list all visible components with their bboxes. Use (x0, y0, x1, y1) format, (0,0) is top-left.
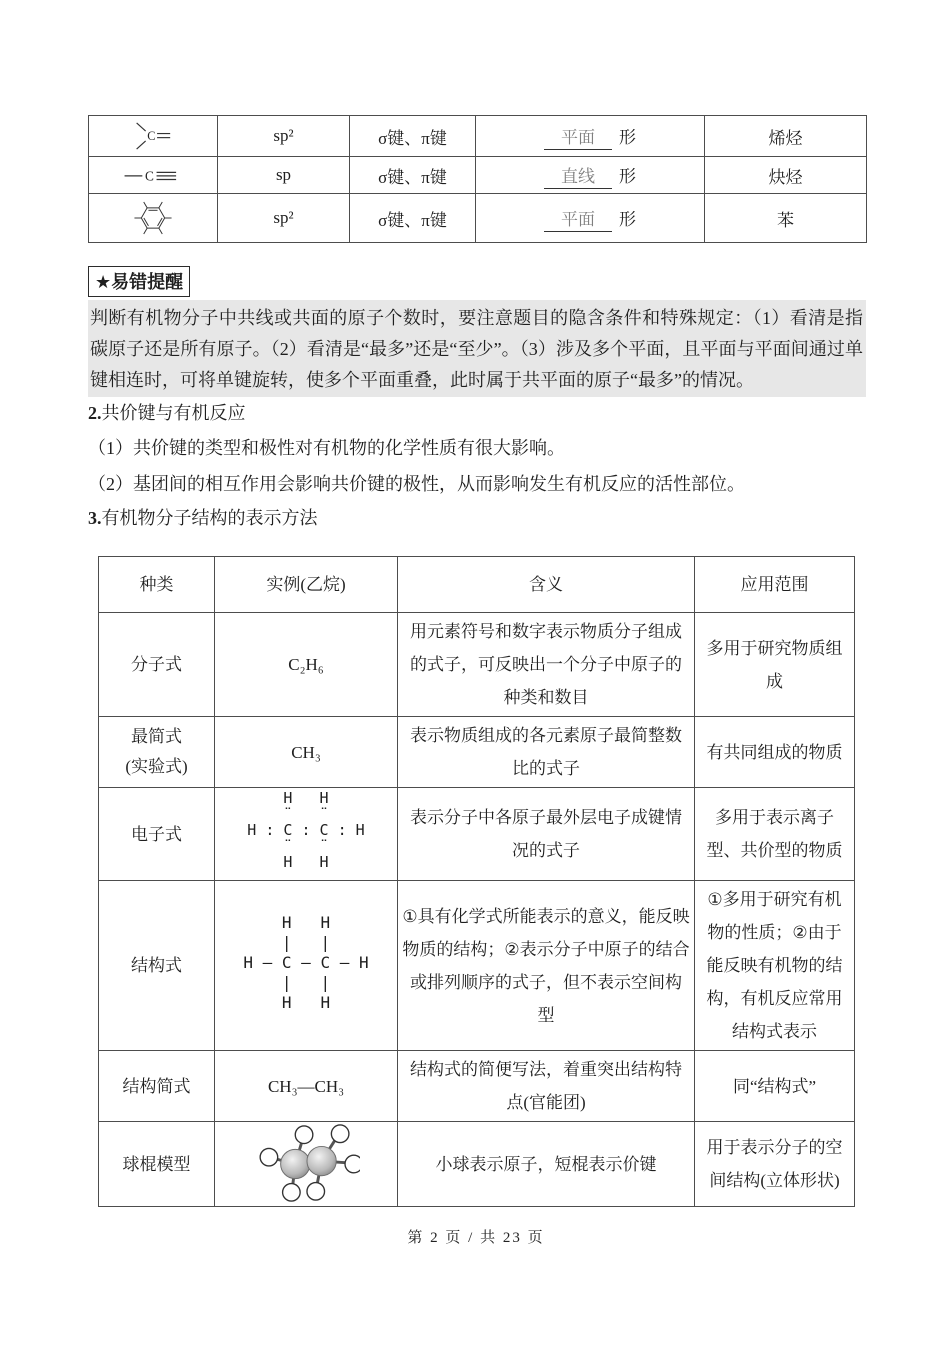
header-kind: 种类 (99, 557, 215, 613)
hybridization-cell: sp² (218, 194, 350, 243)
section-2-item-1: （1）共价键的类型和极性对有机物的化学性质有很大影响。 (88, 438, 565, 458)
substance-cell: 烯烃 (705, 116, 867, 157)
page-number-footer: 第 2 页 / 共 23 页 (407, 1230, 545, 1246)
alkene-fragment-icon (126, 118, 180, 154)
hybridization-cell: sp (218, 157, 350, 194)
electron-dot-formula: H H ¨ ¨ H : C : C : H ¨ ¨ H H (247, 789, 365, 871)
bond-types-cell: σ键、π键 (350, 157, 476, 194)
section-title: 有机物分子结构的表示方法 (101, 508, 318, 528)
substance-cell: 苯 (705, 194, 867, 243)
example-cell: C₂H₆ (215, 613, 398, 717)
shape-suffix: 形 (619, 209, 636, 229)
blank-answer: 平面 (561, 209, 595, 229)
example-cell: CH₃—CH₃ (215, 1051, 398, 1122)
kind-line-2: (实验式) (125, 757, 188, 776)
ball-and-stick-model-icon (252, 1124, 360, 1204)
table-row-condensed-formula (99, 1051, 855, 1122)
structure-cell (89, 157, 218, 194)
application-cell: 有共同组成的物质 (695, 717, 855, 788)
kind-cell: 结构简式 (99, 1051, 215, 1122)
section-2-heading (88, 399, 246, 425)
example-cell (215, 788, 398, 881)
section-number: 3. (88, 508, 102, 528)
table-row-empirical-formula (99, 717, 855, 788)
structure-cell (89, 194, 218, 243)
meaning-cell: ①具有化学式所能表示的意义，能反映物质的结构；②表示分子中原子的结合或排列顺序的式子，但不表示空间构型 (398, 881, 695, 1051)
error-reminder-text: 判断有机物分子中共线或共面的原子个数时，要注意题目的隐含条件和特殊规定：（1）看清是指碳原子还是所有原子。（2）看清是“最多”还是“至少”。（3）涉及多个平面，且平面与平面间通过单键相连时，可将单键旋转，使多个平面重叠，此时属于共平面的原子“最多”的情况。 (88, 300, 866, 397)
table-header-row (99, 557, 855, 613)
benzene-ring-icon (130, 196, 176, 240)
application-cell: ①多用于研究有机物的性质；②由于能反映有机物的结构，有机反应常用结构式表示 (695, 881, 855, 1051)
blank-answer: 直线 (561, 166, 595, 186)
kind-cell (99, 717, 215, 788)
table-row-structural-formula (99, 881, 855, 1051)
application-cell: 多用于研究物质组成 (695, 613, 855, 717)
kind-line-1: 最简式 (131, 727, 182, 746)
meaning-cell: 用元素符号和数字表示物质分子组成的式子，可反映出一个分子中原子的种类和数目 (398, 613, 695, 717)
shape-cell (476, 194, 705, 243)
structure-cell (89, 116, 218, 157)
meaning-cell: 小球表示原子，短棍表示价键 (398, 1122, 695, 1207)
application-cell: 用于表示分子的空间结构(立体形状) (695, 1122, 855, 1207)
section-2-item-2: （2）基团间的相互作用会影响共价键的极性，从而影响发生有机反应的活性部位。 (88, 474, 745, 494)
kind-cell: 球棍模型 (99, 1122, 215, 1207)
carbon-label: C (147, 129, 156, 144)
application-cell: 多用于表示离子型、共价型的物质 (695, 788, 855, 881)
section-3-heading (88, 504, 318, 530)
table-row-molecular-formula (99, 613, 855, 717)
application-cell: 同“结构式” (695, 1051, 855, 1122)
header-example: 实例(乙烷) (215, 557, 398, 613)
section-number: 2. (88, 403, 102, 423)
bond-types-cell: σ键、π键 (350, 194, 476, 243)
kind-cell: 电子式 (99, 788, 215, 881)
table-row-ball-stick-model (99, 1122, 855, 1207)
hybridization-row (89, 157, 867, 194)
structural-formula: H H | | H — C — C — H | | H H (243, 912, 369, 1012)
carbon-label: C (145, 168, 154, 184)
alkyne-fragment-icon (121, 165, 185, 185)
kind-cell: 结构式 (99, 881, 215, 1051)
header-application: 应用范围 (695, 557, 855, 613)
fill-blank-underline (544, 128, 612, 150)
example-cell (215, 881, 398, 1051)
shape-cell (476, 116, 705, 157)
fill-blank-underline (544, 210, 612, 232)
representation-table (98, 556, 855, 1207)
meaning-cell: 表示分子中各原子最外层电子成键情况的式子 (398, 788, 695, 881)
shape-suffix: 形 (619, 166, 636, 186)
section-title: 共价键与有机反应 (101, 403, 246, 423)
example-cell (215, 1122, 398, 1207)
shape-suffix: 形 (619, 127, 636, 147)
table-row-electron-formula (99, 788, 855, 881)
hybridization-table (88, 115, 867, 243)
meaning-cell: 结构式的简便写法，着重突出结构特点(官能团) (398, 1051, 695, 1122)
example-cell: CH₃ (215, 717, 398, 788)
error-reminder-badge: ★易错提醒 (88, 266, 190, 297)
hybridization-row (89, 116, 867, 157)
header-meaning: 含义 (398, 557, 695, 613)
kind-cell: 分子式 (99, 613, 215, 717)
meaning-cell: 表示物质组成的各元素原子最简整数比的式子 (398, 717, 695, 788)
bond-types-cell: σ键、π键 (350, 116, 476, 157)
blank-answer: 平面 (561, 127, 595, 147)
hybridization-cell: sp² (218, 116, 350, 157)
shape-cell (476, 157, 705, 194)
substance-cell: 炔烃 (705, 157, 867, 194)
fill-blank-underline (544, 167, 612, 189)
hybridization-row (89, 194, 867, 243)
